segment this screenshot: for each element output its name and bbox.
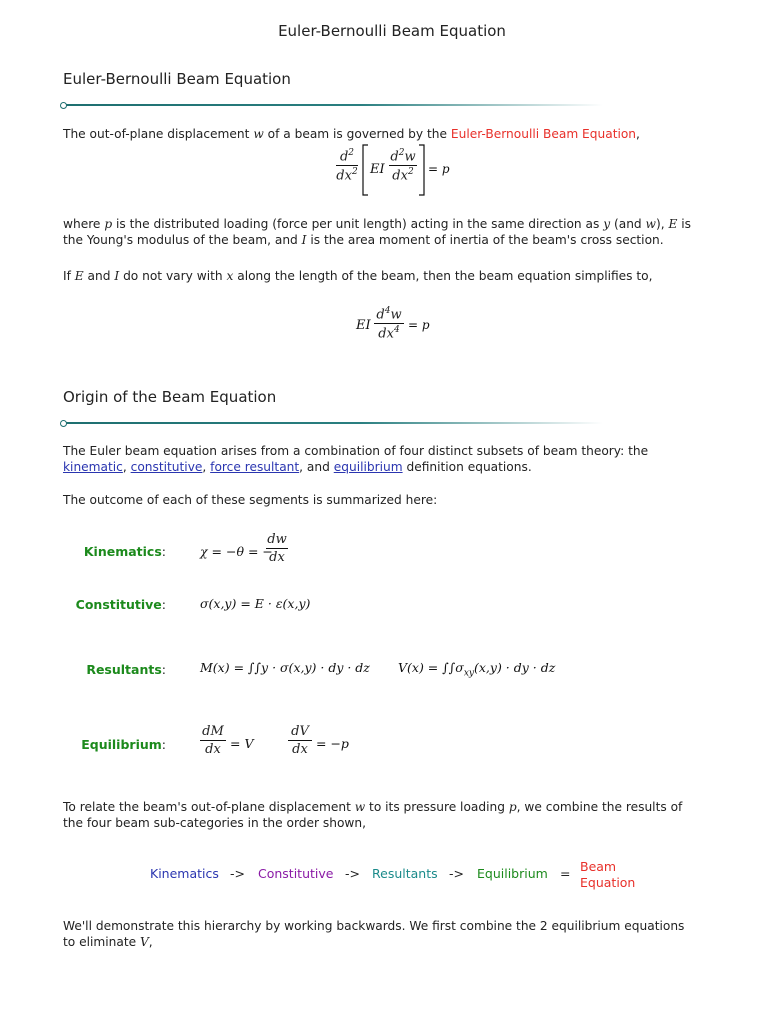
chain-resultants: Resultants [372,866,438,881]
shear-resultant-equation: $V(x) = \int\int\sigma_{xy}(x,y)$ · dy · dz [398,660,556,679]
equilibrium-moment-equation: dM dx = V [200,724,270,768]
constitutive-equation: σ(x,y) = E · ε(x,y) [200,596,311,611]
origin-paragraph: The Euler beam equation arises from a combination of four distinct subsets of beam theory: the kinematic, constitutive, force resultant, and equilibrium definition equations. [63,444,649,474]
section-divider [63,422,603,424]
resultants-label: Resultants: [86,662,166,677]
euler-bernoulli-link[interactable]: Euler-Bernoulli Beam Equation [450,127,637,141]
chain-kinematics: Kinematics [150,866,219,881]
section-divider [63,104,603,106]
relate-paragraph: To relate the beam's out-of-plane displacement w to its pressure loading p, we combine the results of the four beam sub-categories in the order shown, [63,800,683,830]
simplification-paragraph: If E and I do not vary with x along the length of the beam, then the beam equation simplifies to, [63,269,653,283]
constitutive-label: Constitutive: [75,597,166,612]
intro-paragraph: The out-of-plane displacement w of a beam is governed by the Euler-Bernoulli Beam Equation, [63,127,640,141]
equilibrium-shear-equation: dV dx = −p [288,724,368,768]
section-title-euler-bernoulli: Euler-Bernoulli Beam Equation [63,70,291,88]
outcome-paragraph: The outcome of each of these segments is summarized here: [63,493,438,507]
chain-arrow: -> [345,866,360,881]
constitutive-link[interactable]: constitutive [130,460,203,474]
page-title: Euler-Bernoulli Beam Equation [278,22,506,40]
kinematics-label: Kinematics: [83,544,166,559]
equilibrium-label: Equilibrium: [81,737,166,752]
demonstrate-paragraph: We'll demonstrate this hierarchy by working backwards. We first combine the 2 equilibrium equations to eliminate V, [63,919,685,949]
force-resultant-link[interactable]: force resultant [210,460,300,474]
chain-beam-equation: Beam Equation [580,859,636,890]
beam-equation-general: $d^2$ $dx^2$ EI $d^2w$ $dx^2$ = p [334,144,464,200]
chain-arrow: -> [449,866,464,881]
kinematic-link[interactable]: kinematic [63,460,123,474]
equilibrium-link[interactable]: equilibrium [333,460,403,474]
where-paragraph: where p is the distributed loading (force per unit length) acting in the same direction as y (and w), E is the Young's modulus of the beam, and I is the area moment of inertia of the beam's cross section. [63,217,692,247]
moment-resultant-equation: M(x) = ∫∫y · σ(x,y) · dy · dz [200,660,370,675]
chain-constitutive: Constitutive [258,866,334,881]
chain-equals: = [560,866,571,881]
section-title-origin: Origin of the Beam Equation [63,388,277,406]
chain-arrow: -> [230,866,245,881]
kinematics-equation: χ = −θ = − dw dx [200,532,287,565]
chain-equilibrium: Equilibrium [477,866,548,881]
beam-equation-simplified: EI $d^4w$ $dx^4$ = p [356,306,430,342]
